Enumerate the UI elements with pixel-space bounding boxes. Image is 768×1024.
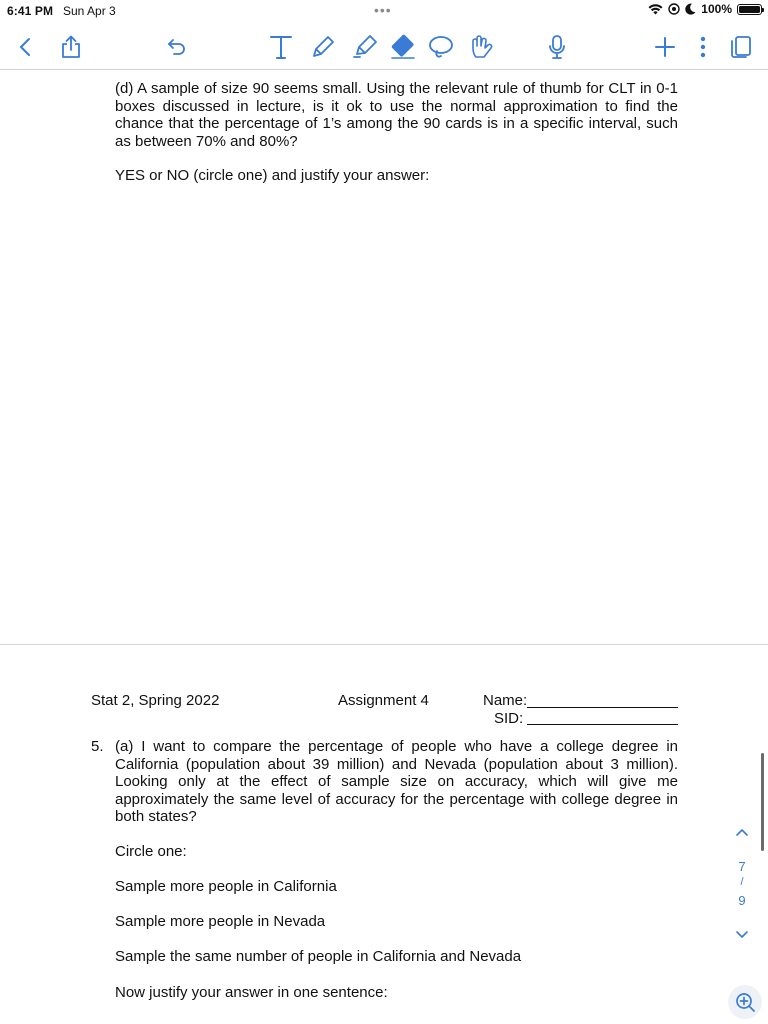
page-separator: / xyxy=(740,876,744,888)
status-bar xyxy=(0,0,768,22)
sid-field-label: SID: xyxy=(494,710,524,727)
option-nevada: Sample more people in Nevada xyxy=(115,913,326,930)
pen-icon xyxy=(310,34,336,60)
page-divider xyxy=(0,644,768,645)
question-d-text: (d) A sample of size 90 seems small. Using the relevant rule of thumb for CLT in 0-1 boxes discussed in lecture, is it ok to use the normal approximation to find the chance that the percentage of 1’s among the 90 cards is in a specific interval, such as between 70% and 80%? xyxy=(115,80,678,150)
undo-icon xyxy=(166,37,188,57)
option-same-number: Sample the same number of people in California and Nevada xyxy=(115,948,522,965)
course-title: Stat 2, Spring 2022 xyxy=(91,692,220,709)
battery-percentage: 100% xyxy=(701,2,732,16)
back-icon xyxy=(18,37,32,57)
question-d-prompt: YES or NO (circle one) and justify your answer: xyxy=(115,167,430,184)
previous-page-button[interactable] xyxy=(730,825,754,840)
pages-button[interactable] xyxy=(726,32,756,62)
pen-tool-button[interactable] xyxy=(308,32,338,62)
justify-prompt: Now justify your answer in one sentence: xyxy=(115,984,388,1001)
battery-fill xyxy=(739,6,760,13)
highlighter-tool-button[interactable] xyxy=(350,32,380,62)
microphone-button[interactable] xyxy=(542,32,572,62)
moon-icon xyxy=(685,3,696,15)
zoom-in-icon xyxy=(734,991,756,1013)
back-button[interactable] xyxy=(10,32,40,62)
eraser-icon xyxy=(388,34,418,60)
hand-draw-button[interactable] xyxy=(466,32,496,62)
name-field-label: Name: xyxy=(483,692,528,709)
more-button[interactable] xyxy=(688,32,718,62)
question-5a-text: (a) I want to compare the percentage of people who have a college degree in California (population about 39 million) and Nevada (population about 3 million). Looking only at the effect of sample size on accuracy, which will give me approximately the same level of accuracy for the percentage with college degree in both states? xyxy=(115,738,678,825)
lasso-tool-button[interactable] xyxy=(426,32,456,62)
add-button[interactable] xyxy=(650,32,680,62)
status-date: Sun Apr 3 xyxy=(63,4,116,18)
status-indicators xyxy=(648,2,762,16)
next-page-button[interactable] xyxy=(730,928,754,943)
undo-button[interactable] xyxy=(162,32,192,62)
share-button[interactable] xyxy=(56,32,86,62)
scroll-indicator[interactable] xyxy=(761,753,764,851)
chevron-down-icon xyxy=(735,930,749,940)
total-pages: 9 xyxy=(738,893,746,908)
highlighter-icon xyxy=(351,34,379,60)
toolbar xyxy=(0,24,768,70)
text-tool-icon xyxy=(269,34,293,60)
hand-draw-icon xyxy=(467,34,495,60)
chevron-up-icon xyxy=(735,827,749,837)
add-icon xyxy=(654,36,676,58)
text-tool-button[interactable] xyxy=(266,32,296,62)
lasso-icon xyxy=(427,34,455,60)
microphone-icon xyxy=(547,34,567,60)
share-icon xyxy=(60,35,82,59)
more-icon xyxy=(700,36,706,58)
assignment-title: Assignment 4 xyxy=(338,692,429,709)
multitasking-dots-icon[interactable]: ••• xyxy=(374,2,392,18)
location-lock-icon xyxy=(668,3,680,15)
current-page-number: 7 xyxy=(738,859,746,874)
circle-one-label: Circle one: xyxy=(115,843,187,860)
battery-icon xyxy=(737,4,762,15)
zoom-button[interactable] xyxy=(728,985,762,1019)
wifi-icon xyxy=(648,3,663,15)
question-number: 5. xyxy=(91,738,104,755)
name-blank-line xyxy=(527,693,678,708)
status-time: 6:41 PM xyxy=(7,4,54,18)
eraser-tool-button[interactable] xyxy=(388,32,418,62)
pages-icon xyxy=(730,35,752,59)
option-california: Sample more people in California xyxy=(115,878,337,895)
sid-blank-line xyxy=(527,710,678,725)
